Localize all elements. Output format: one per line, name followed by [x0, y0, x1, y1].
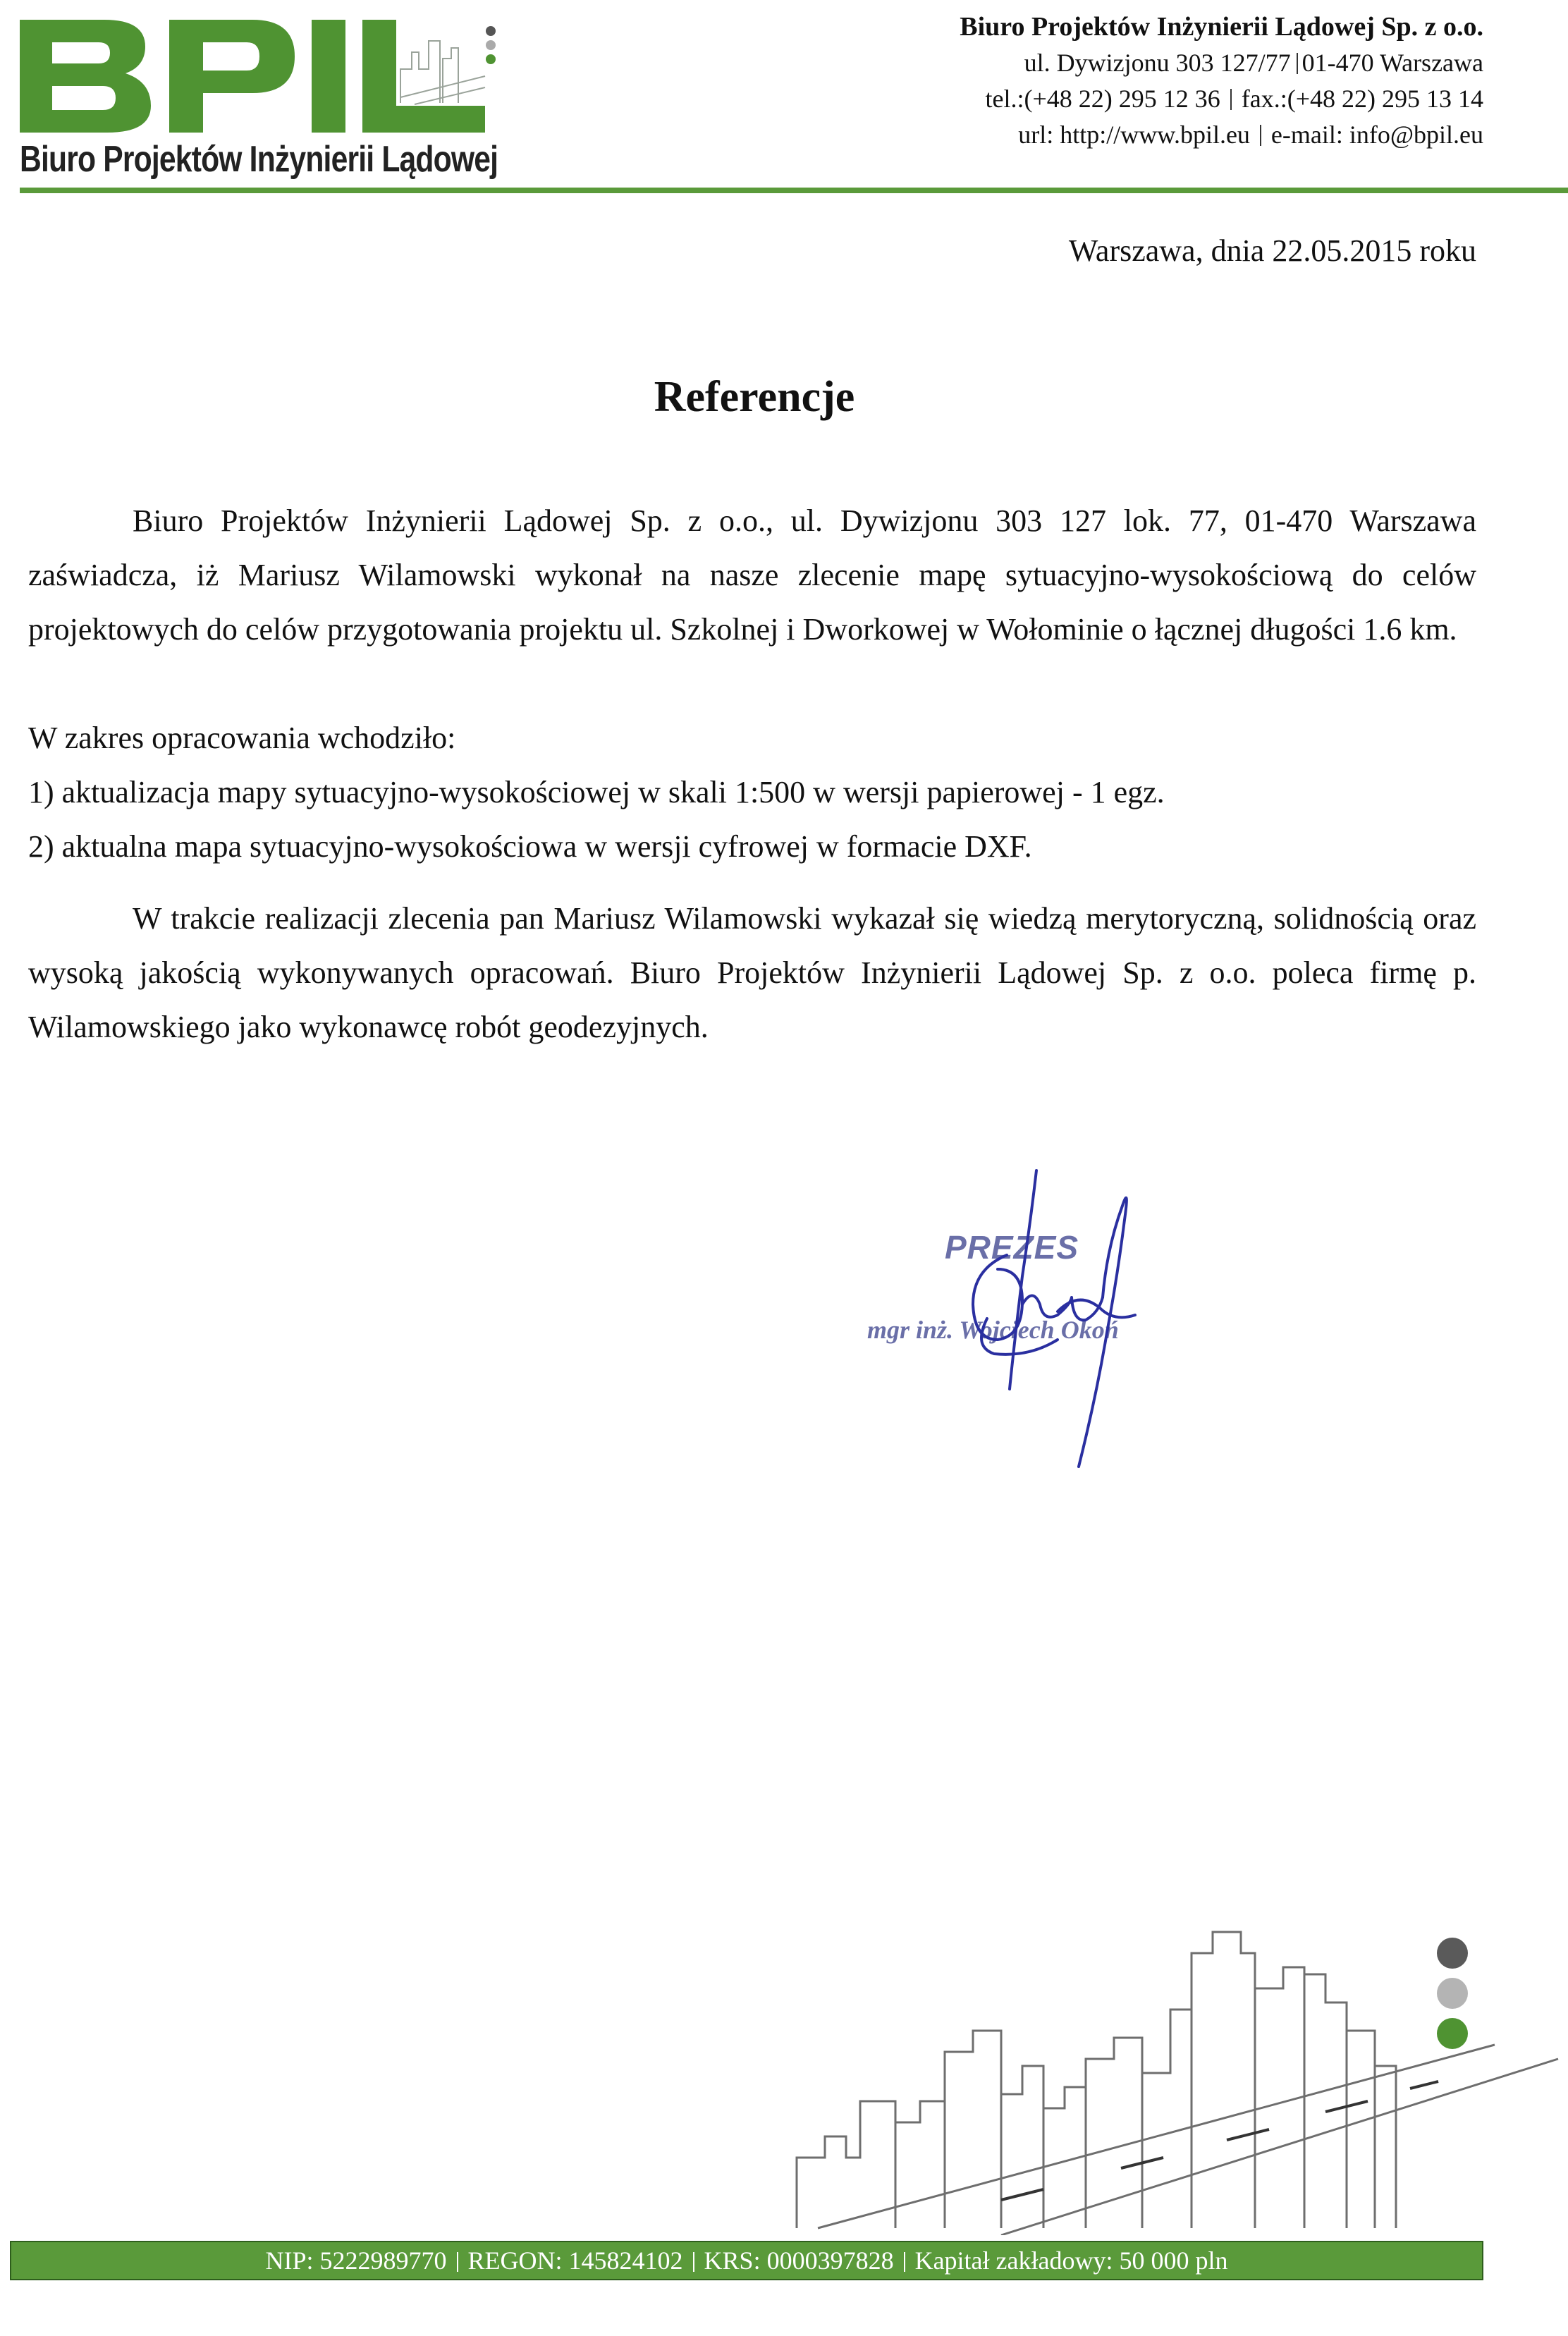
header-divider [20, 188, 1568, 193]
signature-stamp [846, 1163, 1170, 1474]
logo-subtitle: Biuro Projektów Inżynierii Lądowej [20, 139, 498, 180]
footer-regon: REGON: 145824102 [467, 2246, 683, 2275]
separator [693, 2252, 694, 2272]
document-title: Referencje [654, 373, 855, 421]
dot-green [1437, 2018, 1468, 2049]
date-line: Warszawa, dnia 22.05.2015 roku [1068, 233, 1476, 268]
skyline-illustration [790, 1925, 1568, 2235]
stamp-title: PREZES [945, 1229, 1079, 1266]
web-email-line [708, 117, 1483, 153]
stamp-name: mgr inż. Wojciech Okoń [867, 1316, 1119, 1344]
email-link[interactable]: e-mail: info@bpil.eu [1270, 121, 1483, 149]
company-name: Biuro Projektów Inżynierii Lądowej Sp. z o.o. [960, 12, 1483, 42]
scope-heading: W zakres opracowania wchodziło: [28, 721, 456, 755]
phone-number: tel.:(+48 22) 295 12 36 [985, 85, 1220, 113]
separator [1260, 125, 1261, 146]
phone-fax-line [708, 81, 1483, 117]
address-street: ul. Dywizjonu 303 127/77 [1024, 49, 1291, 77]
fax-number: fax.:(+48 22) 295 13 14 [1241, 85, 1483, 113]
footer-registration-bar [10, 2241, 1483, 2280]
scope-item-1: 1) aktualizacja mapy sytuacyjno-wysokościowej w skali 1:500 w wersji papierowej - 1 egz. [28, 775, 1165, 809]
dot-light [1437, 1978, 1468, 2009]
handwritten-signature [846, 1163, 1170, 1474]
company-logo [20, 20, 498, 180]
separator [1230, 89, 1232, 110]
footer-nip: NIP: 5222989770 [265, 2246, 447, 2275]
company-contact-block [708, 8, 1483, 153]
reference-paragraph-1: Biuro Projektów Inżynierii Lądowej Sp. z o.o., ul. Dywizjonu 303 127 lok. 77, 01-470 Warszawa zaświadcza, iż Mariusz Wilamowski wykonał na nasze zlecenie mapę sytuacyjno-wysokościową do celów projektowych do celów przygotowania projektu ul. Szkolnej i Dworkowej w Wołominie o łącznej długości 1.6 km. [28, 503, 1476, 647]
separator [1297, 53, 1298, 74]
scope-item-2: 2) aktualna mapa sytuacyjno-wysokościowa w wersji cyfrowej w formacie DXF. [28, 829, 1032, 864]
footer-capital: Kapitał zakładowy: 50 000 pln [914, 2246, 1228, 2275]
website-link[interactable]: url: http://www.bpil.eu [1018, 121, 1250, 149]
footer-krs: KRS: 0000397828 [704, 2246, 894, 2275]
separator [904, 2252, 905, 2272]
logo-letters-graphic [20, 20, 499, 133]
dot-dark [1437, 1938, 1468, 1969]
reference-paragraph-2: W trakcie realizacji zlecenia pan Mariusz Wilamowski wykazał się wiedzą merytoryczną, solidnością oraz wysoką jakością wykonywanych opracowań. Biuro Projektów Inżynierii Lądowej Sp. z o.o. poleca firmę p. Wilamowskiego jako wykonawcę robót geodezyjnych. [28, 901, 1476, 1044]
address-city: 01-470 Warszawa [1301, 49, 1483, 77]
separator [457, 2252, 458, 2272]
address-line [708, 45, 1483, 81]
